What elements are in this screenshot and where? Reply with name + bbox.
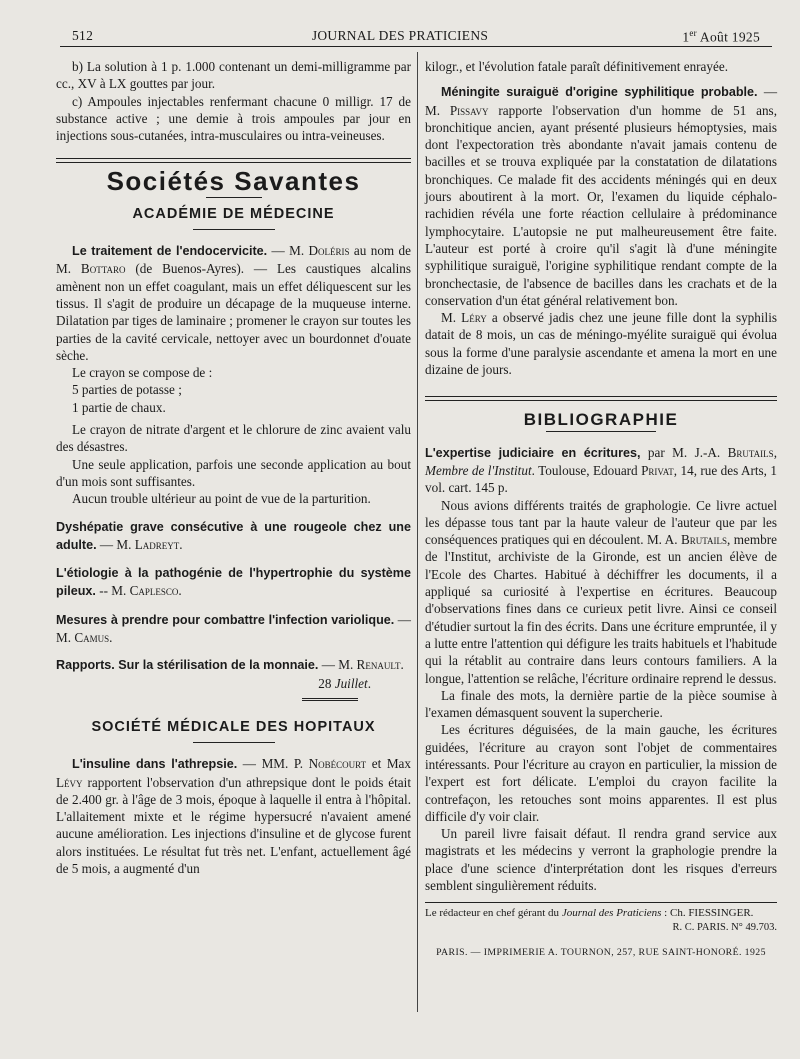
paragraph-monnaie	[56, 656, 411, 674]
dash: — M.	[318, 657, 357, 673]
paragraph-insuline	[56, 755, 411, 877]
paragraph-seule: Une seule application, parfois une seconde application au bout d'un mois sont suffisantes.	[56, 456, 411, 489]
column-divider	[417, 52, 418, 1012]
heading-etiologie: L'étiologie à la pathogénie de l'hypertrophie du système pileux.	[56, 566, 411, 599]
book-title: L'expertise judiciaire en écritures,	[425, 445, 641, 460]
section-title: Sociétés Savantes	[106, 166, 361, 197]
text: ,	[773, 444, 777, 460]
text: au nom de M.	[56, 243, 411, 277]
hospitals-title: SOCIÉTÉ MÉDICALE DES HOPITAUX	[91, 718, 376, 735]
text: .	[109, 630, 113, 646]
running-head: JOURNAL DES PRATICIENS	[311, 28, 489, 43]
text: (de Buenos-Ayres). — Les caustiques alcalins amènent non un effet coagulant, mais un effet déliquescent sur les tissus. Il s'agit de produire un décapage de la muqueuse interne. Dilatation par tiges de laminaire ; promener le crayon sur toutes les parties de la cavité cervicale, nettoyer avec un bourdonnet d'ouate sèche.	[56, 261, 412, 363]
paragraph-nitrate: Le crayon de nitrate d'argent et le chlorure de zinc avaient valu des désastres.	[56, 422, 411, 455]
issue-date-day: 1	[682, 29, 690, 45]
paragraph-aucun: Aucun trouble ultérieur au point de vue de la parturition.	[72, 491, 371, 507]
book-author: Brutails	[727, 444, 774, 460]
review-paragraph-1	[425, 497, 777, 687]
footer-editor: : Ch. FIESSINGER.	[661, 907, 754, 920]
date-day: 28	[318, 675, 335, 691]
paragraph-lery	[425, 309, 777, 378]
left-column	[56, 58, 411, 877]
heading-endocervicite: Le traitement de l'endocervicite.	[72, 244, 268, 259]
paragraph-continuation: kilogr., et l'évolution fatale paraît définitivement enrayée.	[425, 59, 729, 74]
author-bottaro: Bottaro	[80, 261, 126, 277]
section-rule	[56, 158, 411, 163]
dash: -- M.	[95, 583, 130, 599]
book-reference	[425, 444, 777, 497]
page-number: 512	[72, 28, 94, 43]
footer-registration: R. C. PARIS. N° 49.703.	[672, 921, 777, 933]
paragraph-endocervicite	[56, 242, 411, 364]
academy-underline	[193, 229, 275, 230]
hospitals-underline	[193, 742, 275, 743]
heading-variolique: Mesures à prendre pour combattre l'infection variolique.	[56, 612, 395, 627]
right-column	[425, 58, 777, 962]
author-nobecourt: Nobécourt	[308, 756, 367, 772]
heading-meningite: Méningite suraiguë d'origine syphilitique probable.	[441, 85, 758, 100]
author-caplesco: Caplesco	[129, 583, 179, 599]
paragraph-meningite	[425, 83, 777, 309]
review-paragraph-3: Les écritures déguisées, de la main gauche, les écritures guidées, l'écriture au crayon sont l'objet de commentaires intéressants. Pour l'écriture au crayon en particulier, la mission de l'expert est fort délicate. L'emploi du crayon facilite la contrefaçon, les retouches sont moins apparentes. Il est plus difficile d'y voir clair.	[425, 722, 777, 824]
heading-dyshepatie: Dyshépatie grave consécutive à une rougeole chez une adulte.	[56, 519, 411, 552]
paragraph-crayon: Le crayon se compose de :	[72, 365, 213, 381]
text: et Max	[366, 756, 411, 772]
issue-date-super: er	[689, 28, 697, 38]
author-levy: Lévy	[56, 774, 83, 790]
date-month: Juillet	[334, 675, 368, 691]
heading-insuline: L'insuline dans l'athrepsie.	[72, 757, 238, 772]
author-lery: Léry	[461, 310, 487, 326]
text: , 14, rue des Arts, 1 vol. cart. 145 p.	[425, 462, 777, 496]
paragraph-item-b: b) La solution à 1 p. 1.000 contenant un demi-milligramme par cc., XV à LX gouttes par jour.	[56, 59, 411, 92]
author-camus: Camus	[74, 630, 110, 646]
dash: — M.	[425, 84, 778, 118]
author-ladreyt: Ladreyt	[134, 536, 180, 552]
header-rule	[60, 46, 772, 47]
text: .	[367, 675, 371, 691]
text: .	[178, 583, 182, 599]
text: . Toulouse, Edouard	[531, 462, 642, 478]
text: M.	[441, 310, 462, 326]
text: .	[400, 657, 404, 673]
book-publisher: Privat	[641, 462, 674, 478]
book-author-title: Membre de l'Institut	[425, 462, 532, 478]
dash: — M.	[56, 611, 411, 646]
printer-line: PARIS. — IMPRIMERIE A. TOURNON, 257, RUE SAINT-HONORÉ. 1925	[436, 947, 766, 959]
author-pissavy: Pissavy	[449, 102, 489, 118]
recipe-line-1: 5 parties de potasse ;	[72, 382, 182, 398]
academy-title: ACADÉMIE DE MÉDECINE	[132, 205, 335, 222]
date-rule	[302, 698, 358, 701]
session-date	[56, 675, 411, 692]
paragraph-dyshepatie	[56, 518, 411, 555]
dash: — M.	[267, 243, 309, 259]
paragraph-variolique	[56, 611, 411, 647]
footer-journal-name: Journal des Praticiens	[561, 907, 662, 920]
dash: — MM. P.	[237, 756, 309, 772]
text: Nous avions différents traités de graphologie. Ce livre actuel les dépasse tous tant par la haute valeur de l'auteur que par les conséquences pratiques qui en découlent. M. A.	[425, 497, 777, 548]
bibliography-underline	[546, 431, 656, 432]
text: , membre de l'Institut, archiviste de la Gironde, est un ancien élève de l'Ecole des Chartes. Habitué à déchiffrer les documents, il a appliqué sa curiosité à l'expertise en écritures. Beaucoup d'observations fines dans ce curieux petit livre. Ainsi ce conseil d'étudier surtout la fin des écrits. Dans une écriture empruntée, il y a lutte entre l'attention qui défigure les traits habituels et l'habitude qui la rétablit au contraire dans leurs contours familiers. A la longue, l'attention se relâche, l'écriture ordinaire reprend le dessus.	[425, 532, 778, 686]
issue-date-month: Août 1925	[696, 29, 760, 45]
issue-date	[682, 28, 760, 46]
biblio-rule-top	[425, 396, 777, 401]
author-doleris: Doléris	[308, 243, 350, 259]
editor-credit	[425, 907, 777, 934]
heading-monnaie: Rapports. Sur la stérilisation de la monnaie.	[56, 658, 319, 673]
review-paragraph-4: Un pareil livre faisait défaut. Il rendra grand service aux magistrats et les médecins y verront la graphologie prendre la place d'une science d'interprétation dont les risques d'erreurs semblent singulièrement réduits.	[425, 826, 777, 894]
title-underline	[206, 197, 262, 198]
text: par M. J.-A.	[640, 444, 728, 460]
paragraph-etiologie	[56, 564, 411, 601]
text: a observé jadis chez une jeune fille dont la syphilis datait de 8 mois, un cas de méningo-myélite suraiguë qui évolua sous la forme d'une paralysie ascendante et amena la mort en une dizaine de jours.	[425, 310, 777, 378]
recipe-line-2: 1 partie de chaux.	[72, 399, 166, 415]
dash: — M.	[96, 536, 135, 552]
text: .	[179, 536, 183, 552]
author-renault: Renault	[356, 657, 401, 673]
text: rapportent l'observation d'un athrepsique dont le poids était de 2.400 gr. à l'âge de 3 mois, époque à laquelle il entra à l'hôpital. L'allaitement mixte et le régime hypersucré n'avaient amené aucune amélioration. Les injections d'insuline et de glycose furent alors instituées. Le résultat fut très net. L'enfant, actuellement âgé de 5 mois, a augmenté d'un	[56, 774, 411, 876]
review-author-name: Brutails	[680, 532, 728, 548]
text: rapporte l'observation d'un homme de 51 ans, bronchitique ancien, ayant présenté plusieurs hémoptysies, mais dont l'expectoration très abondante n'avait jamais contenu de bacilles et se trouva expliquée par la constatation de dilatations bronchiques. Ce malade fit des accidents méningés qui en deux jours aboutirent à la mort. Or, l'examen du liquide céphalo-rachidien révéla une forte réaction cellulaire à prédominance lymphocytaire. L'autopsie ne put malheureusement être faite. L'auteur est porté à croire qu'il s'agit là d'une méningite syphilitique suraiguë, l'origine syphilitique rendant compte de la bronchectasie, de l'absence de bacilles dans les crachats et de la conservation d'un état général relativement bon.	[425, 102, 777, 308]
text: Le rédacteur en chef gérant du	[425, 907, 562, 920]
footer-rule	[425, 902, 777, 903]
paragraph-item-c: c) Ampoules injectables renfermant chacune 0 milligr. 17 de substance active ; une demie à trois ampoules par jour en injections sous-cutanées, intra-musculaires ou intra-veineuses.	[56, 93, 411, 144]
bibliography-title: BIBLIOGRAPHIE	[523, 410, 679, 430]
review-paragraph-2: La finale des mots, la dernière partie de la pièce soumise à l'examen démasquent souvent la supercherie.	[425, 687, 777, 721]
